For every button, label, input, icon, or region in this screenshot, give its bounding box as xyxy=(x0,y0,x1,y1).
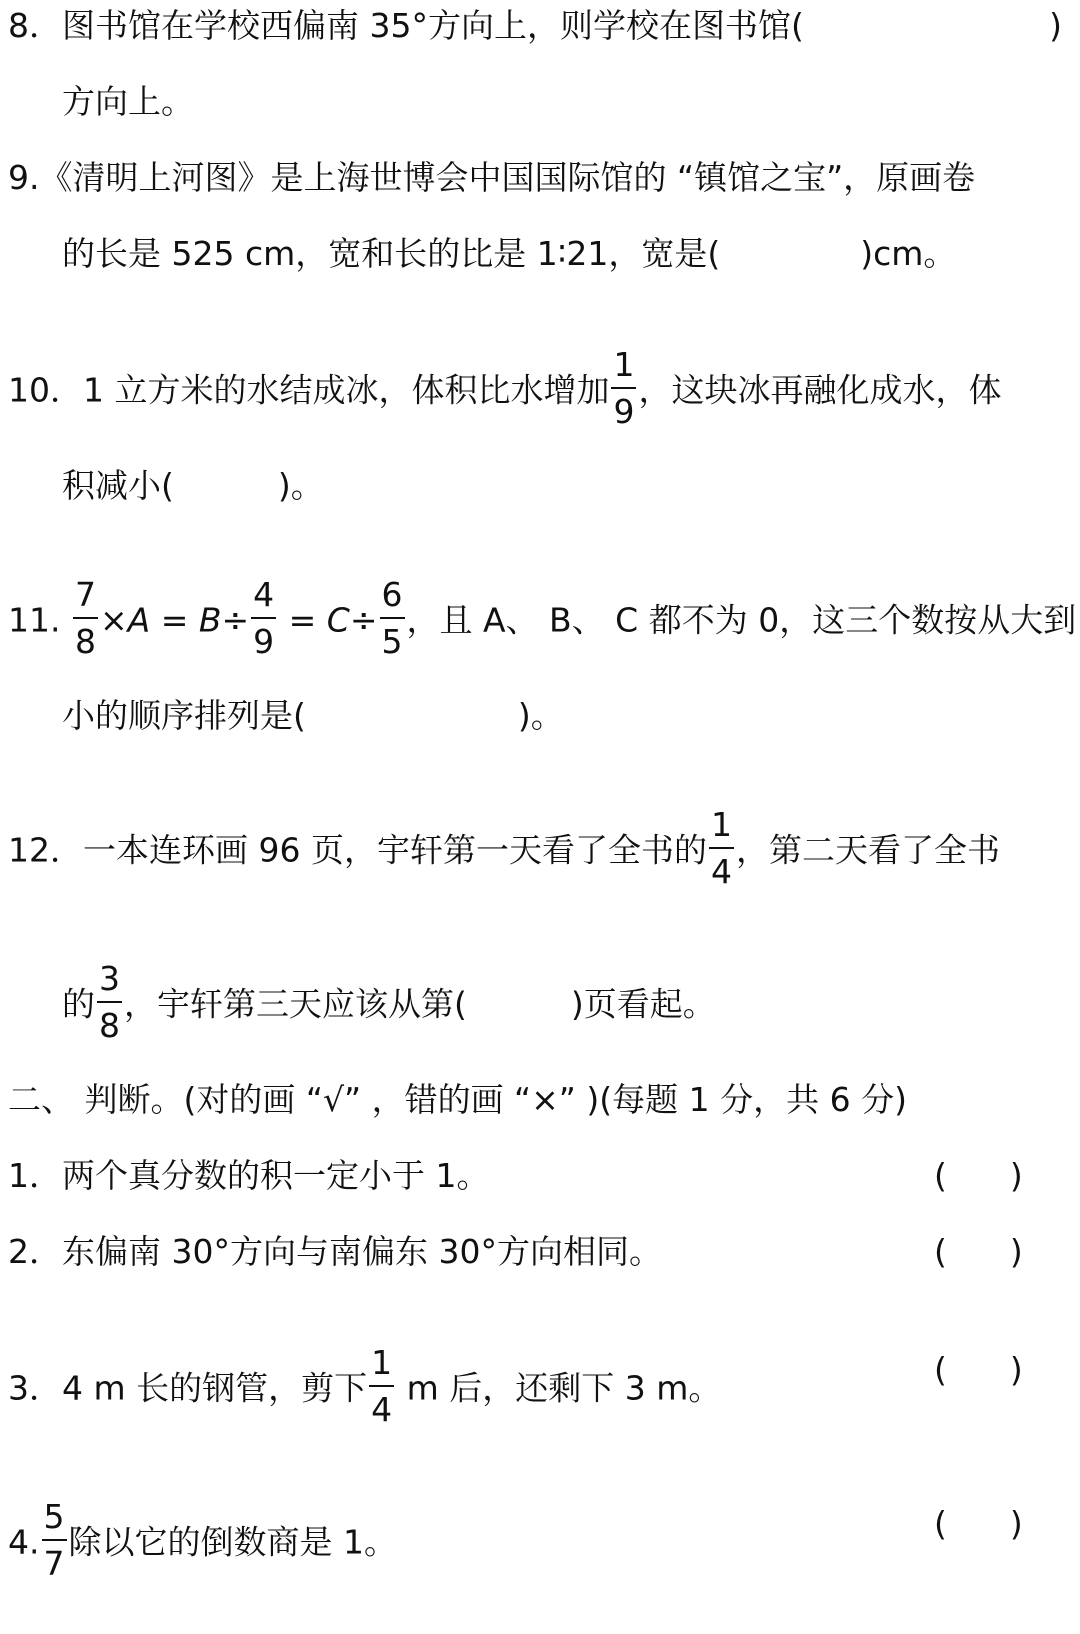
question-10-line-1 xyxy=(8,345,1002,432)
question-12-text: 的 xyxy=(62,984,95,1024)
fraction-numerator: 1 xyxy=(709,808,734,849)
fraction-denominator: 8 xyxy=(99,1006,120,1045)
question-8-line-2: 方向上。 xyxy=(62,82,194,121)
fraction xyxy=(611,345,636,431)
question-11-line-1 xyxy=(8,575,1077,662)
question-10-text: 积减小( xyxy=(62,466,174,505)
fraction-denominator: 7 xyxy=(43,1544,65,1583)
judge-2 xyxy=(8,1232,1072,1272)
judge-4-answer-box[interactable]: ( ) xyxy=(934,1504,1023,1543)
variable: C xyxy=(326,600,350,640)
judge-4 xyxy=(8,1497,1072,1584)
operator: ÷ xyxy=(221,600,250,640)
fraction-numerator: 7 xyxy=(73,578,98,619)
operator: ÷ xyxy=(349,600,378,640)
fraction xyxy=(380,575,405,661)
question-10-line-2 xyxy=(62,466,324,506)
fraction-denominator: 9 xyxy=(253,622,275,661)
question-9-line-1: 9.《清明上河图》是上海世博会中国国际馆的 “镇馆之宝”，原画卷 xyxy=(8,158,976,197)
fraction-denominator: 4 xyxy=(710,852,732,891)
answer-blank-close: ) xyxy=(1049,6,1062,45)
fraction xyxy=(369,1343,394,1429)
fraction-denominator: 4 xyxy=(371,1390,393,1429)
fraction xyxy=(97,959,122,1045)
fraction-numerator: 1 xyxy=(611,348,636,389)
question-8-text: 8．图书馆在学校西偏南 35°方向上，则学校在图书馆( xyxy=(8,6,804,45)
question-10-text: 10．1 立方米的水结成冰，体积比水增加 xyxy=(8,370,610,410)
question-12-text-cont: ，第二天看了全书 xyxy=(735,830,1000,870)
judge-1 xyxy=(8,1156,1072,1196)
question-9-text: 的长是 525 cm，宽和长的比是 1∶21，宽是( xyxy=(62,234,721,273)
fraction xyxy=(73,575,98,661)
question-10-end: )。 xyxy=(277,466,324,505)
fraction-numerator: 5 xyxy=(42,1500,67,1541)
fraction-denominator: 8 xyxy=(74,622,96,661)
fraction-numerator: 1 xyxy=(369,1346,394,1387)
judge-3 xyxy=(8,1343,1072,1430)
judge-1-text: 1．两个真分数的积一定小于 1。 xyxy=(8,1156,490,1195)
judge-2-text: 2．东偏南 30°方向与南偏东 30°方向相同。 xyxy=(8,1232,662,1271)
variable: B xyxy=(198,600,222,640)
fraction xyxy=(251,575,276,661)
question-10-text-cont: ，这块冰再融化成水，体 xyxy=(638,370,1002,410)
fraction-numerator: 3 xyxy=(97,962,122,1003)
question-12-text: 12．一本连环画 96 页，宇轩第一天看了全书的 xyxy=(8,830,707,870)
question-12-line-1 xyxy=(8,805,1000,892)
judge-2-answer-box[interactable]: ( ) xyxy=(934,1232,1023,1271)
judge-4-label: 4. xyxy=(8,1522,40,1562)
fraction-denominator: 5 xyxy=(381,622,403,661)
operator: = xyxy=(150,600,199,640)
judge-3-text: 3．4 m 长的钢管，剪下 xyxy=(8,1368,368,1408)
fraction xyxy=(42,1497,67,1583)
question-11-text: 小的顺序排列是( xyxy=(62,696,306,735)
question-9-line-2 xyxy=(62,234,956,274)
judge-3-answer-box[interactable]: ( ) xyxy=(934,1350,1023,1389)
fraction xyxy=(709,805,734,891)
question-12-line-2 xyxy=(62,959,716,1046)
judge-3-text-cont: m 后，还剩下 3 m。 xyxy=(396,1368,722,1408)
question-12-end: )页看起。 xyxy=(570,984,716,1024)
judge-1-answer-box[interactable]: ( ) xyxy=(934,1156,1023,1195)
fraction-denominator: 9 xyxy=(613,392,635,431)
question-11-line-2 xyxy=(62,696,564,736)
question-11-end: )。 xyxy=(517,696,564,735)
question-12-text-cont: ，宇轩第三天应该从第( xyxy=(124,984,467,1024)
operator: = xyxy=(278,600,327,640)
question-8-line-1 xyxy=(8,6,1072,46)
question-9-unit: )cm。 xyxy=(860,234,957,273)
fraction-numerator: 6 xyxy=(380,578,405,619)
section-2-title: 二、 判断。(对的画 “√” ，错的画 “×” )(每题 1 分，共 6 分) xyxy=(8,1080,907,1119)
question-11-text: ，且 A、 B、 C 都不为 0，这三个数按从大到 xyxy=(406,600,1077,640)
judge-4-text: 除以它的倒数商是 1。 xyxy=(68,1522,397,1562)
operator: × xyxy=(99,600,128,640)
variable: A xyxy=(127,600,151,640)
question-11-label: 11. xyxy=(8,600,61,640)
fraction-numerator: 4 xyxy=(251,578,276,619)
